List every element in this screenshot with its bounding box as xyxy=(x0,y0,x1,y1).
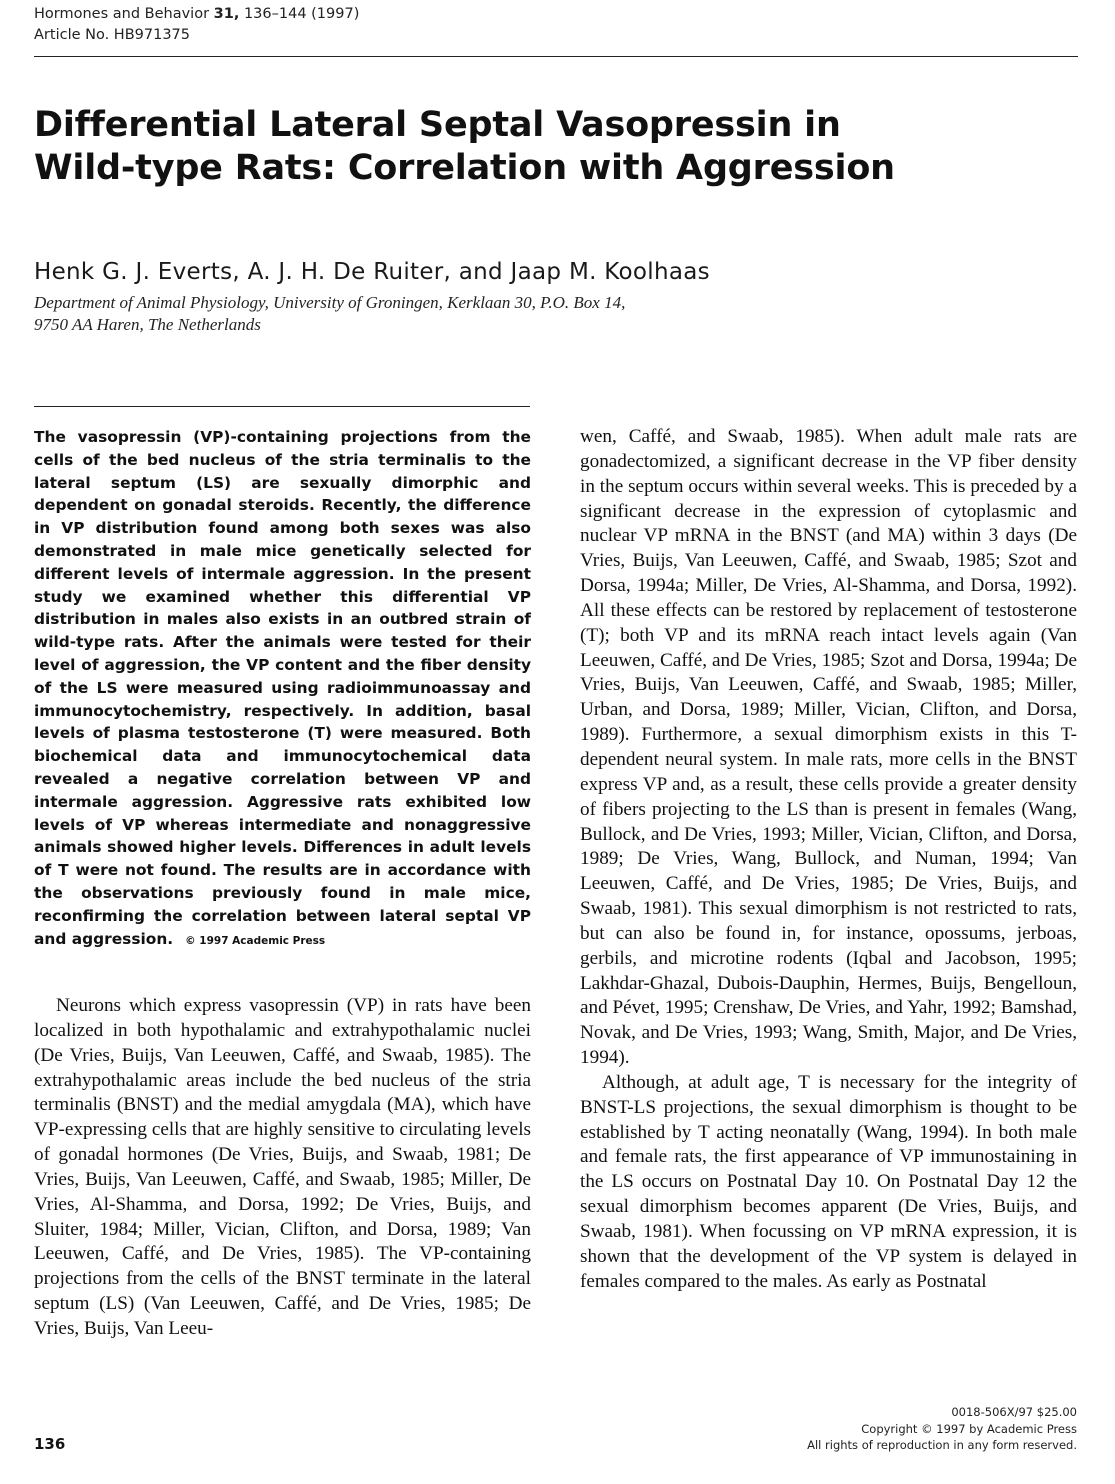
abstract-text: The vasopressin (VP)-containing projections from the cells of the bed nucleus of the stria terminalis to the lateral septum (LS) are sexually dimorphic and dependent on gonadal steroids. Recently, the difference in VP distribution found among both sexes was also demonstrated in male mice genetically selected for different levels of intermale aggression. In the present study we examined whether this differential VP distribution in males also exists in an outbred strain of wild-type rats. After the animals were tested for their level of aggression, the VP content and the fiber density of the LS were measured using radioimmunoassay and immunocytochemistry, respectively. In addition, basal levels of plasma testosterone (T) were measured. Both biochemical data and immunocytochemical data revealed a negative correlation between VP and intermale aggression. Aggressive rats exhibited low levels of VP whereas intermediate and nonaggressive animals showed higher levels. Differences in adult levels of T were not found. The results are in accordance with the observations previously found in male mice, reconfirming the correlation between lateral septal VP and aggression. xyxy=(34,428,531,948)
body-column-left xyxy=(34,994,531,1342)
journal-pages: 136–144 (1997) xyxy=(243,6,360,22)
publisher-footer xyxy=(807,1404,1077,1454)
affiliation-line-1: Department of Animal Physiology, University of Groningen, Kerklaan 30, P.O. Box 14, xyxy=(34,293,626,312)
rights-notice: All rights of reproduction in any form reserved. xyxy=(807,1438,1077,1452)
body-paragraph: wen, Caffé, and Swaab, 1985). When adult male rats are gonadectomized, a significant decrease in the VP fiber density in the septum occurs within several weeks. This is preceded by a significant decrease in the expression of cytoplasmic and nuclear VP mRNA in the BNST (and MA) within 3 days (De Vries, Buijs, Van Leeuwen, Caffé, and Swaab, 1985; Szot and Dorsa, 1994a; Miller, De Vries, Al-Shamma, and Dorsa, 1992). All these effects can be restored by replacement of testosterone (T); both VP and its mRNA reach intact levels again (Van Leeuwen, Caffé, and De Vries, 1985; Szot and Dorsa, 1994a; De Vries, Buijs, Van Leeuwen, Caffé, and Swaab, 1985; Miller, Urban, and Dorsa, 1989; Miller, Vician, Clifton, and Dorsa, 1989). Furthermore, a sexual dimorphism exists in this T-dependent neural system. In male rats, more cells in the BNST express VP and, as a result, these cells provide a greater density of fibers projecting to the LS than is present in females (Wang, Bullock, and De Vries, 1993; Miller, Vician, Clifton, and Dorsa, 1989; De Vries, Wang, Bullock, and Numan, 1994; Van Leeuwen, Caffé, and De Vries, 1985; De Vries, Buijs, and Swaab, 1981). This sexual dimorphism is not restricted to rats, but can also be found in, for instance, opossums, jerboas, gerbils, and microtine rodents (Iqbal and Jacobson, 1995; Lakhdar-Ghazal, Dubois-Dauphin, Hermes, Buijs, Bengelloun, and Pévet, 1995; Crenshaw, De Vries, and Yahr, 1992; Bamshad, Novak, and De Vries, 1993; Wang, Smith, Major, and De Vries, 1994). xyxy=(580,426,1077,1069)
journal-name: Hormones and Behavior xyxy=(34,6,210,22)
body-column-right xyxy=(580,425,1077,1295)
affiliation xyxy=(34,292,625,336)
article-title xyxy=(34,104,1074,190)
affiliation-line-2: 9750 AA Haren, The Netherlands xyxy=(34,315,261,334)
author-list: Henk G. J. Everts, A. J. H. De Ruiter, and Jaap M. Koolhaas xyxy=(34,259,710,285)
body-paragraph: Neurons which express vasopressin (VP) in rats have been localized in both hypothalamic and extrahypothalamic nuclei (De Vries, Buijs, Van Leeuwen, Caffé, and Swaab, 1985). The extrahypothalamic areas include the bed nucleus of the stria terminalis (BNST) and the medial amygdala (MA), which have VP-expressing cells that are highly sensitive to circulating levels of gonadal hormones (De Vries, Buijs, and Swaab, 1981; De Vries, Buijs, Van Leeuwen, Caffé, and Swaab, 1985; Miller, De Vries, Al-Shamma, and Dorsa, 1992; De Vries, Buijs, and Sluiter, 1984; Miller, Vician, Clifton, and Dorsa, 1989; Van Leeuwen, Caffé, and De Vries, 1985). The VP-containing projections from the cells of the BNST terminate in the lateral septum (LS) (Van Leeuwen, Caffé, and De Vries, 1985; De Vries, Buijs, Van Leeu- xyxy=(34,995,531,1339)
title-line-1: Differential Lateral Septal Vasopressin in xyxy=(34,105,841,145)
header-rule xyxy=(34,56,1078,57)
abstract-copyright: © 1997 Academic Press xyxy=(185,934,326,947)
body-paragraph: Although, at adult age, T is necessary for the integrity of BNST-LS projections, the sexual dimorphism is thought to be established by T acting neonatally (Wang, 1994). In both male and female rats, the first appearance of VP immunostaining in the LS occurs on Postnatal Day 10. On Postnatal Day 12 the sexual dimorphism becomes apparent (De Vries, Buijs, and Swaab, 1981). When focussing on VP mRNA expression, it is shown that the development of the VP system is delayed in females compared to the males. As early as Postnatal xyxy=(580,1071,1077,1292)
journal-header xyxy=(34,4,359,46)
page-number: 136 xyxy=(34,1435,66,1453)
copyright-notice: Copyright © 1997 by Academic Press xyxy=(861,1421,1077,1436)
journal-citation xyxy=(34,4,359,25)
abstract-rule xyxy=(34,406,530,407)
title-line-2: Wild-type Rats: Correlation with Aggression xyxy=(34,148,895,188)
journal-volume: 31, xyxy=(213,6,240,22)
price-code: 0018-506X/97 $25.00 xyxy=(951,1405,1077,1419)
article-number: Article No. HB971375 xyxy=(34,27,191,43)
abstract xyxy=(34,426,531,952)
